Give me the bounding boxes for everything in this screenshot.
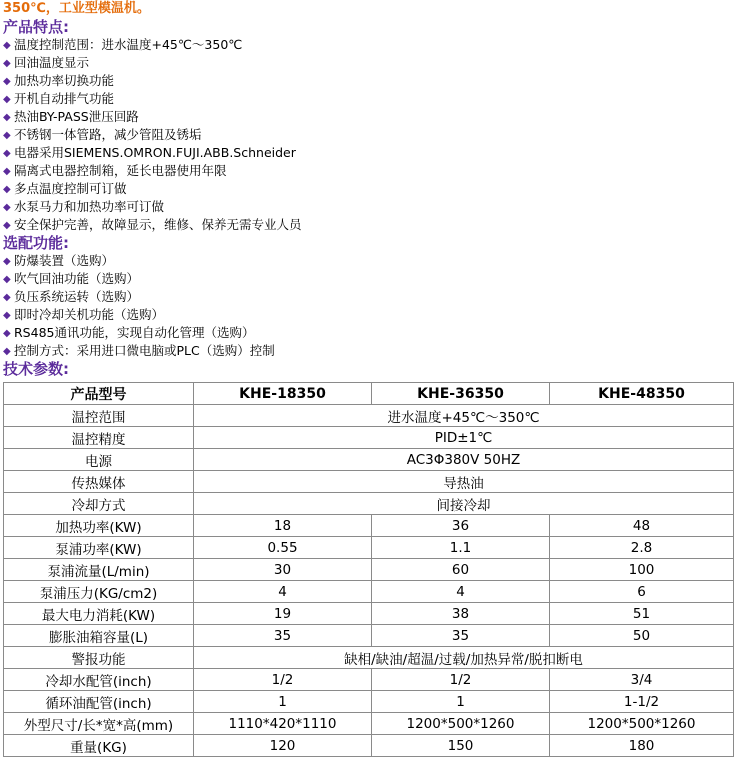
table-cell: 缺相/缺油/超温/过载/加热异常/脱扣断电 [194,647,734,669]
table-cell: AC3Φ380V 50HZ [194,449,734,471]
row-label: 循环油配管(inch) [4,691,194,713]
row-label: 电源 [4,449,194,471]
table-cell: PID±1℃ [194,427,734,449]
row-label: 最大电力消耗(KW) [4,603,194,625]
header-cell: KHE-48350 [550,383,734,405]
diamond-bullet-icon: ◆ [3,40,11,51]
table-row [4,713,734,735]
diamond-bullet-icon: ◆ [3,328,11,339]
row-label: 警报功能 [4,647,194,669]
table-row [4,537,734,559]
list-item: ◆ 控制方式：采用进口微电脑或PLC（选购）控制 [3,342,733,360]
table-row [4,405,734,427]
list-item: ◆ 安全保护完善，故障显示，维修、保养无需专业人员 [3,216,733,234]
document [3,0,733,378]
features-list [3,36,733,234]
table-cell: 150 [372,735,550,757]
list-item: ◆ 热油BY-PASS泄压回路 [3,108,733,126]
diamond-bullet-icon: ◆ [3,184,11,195]
row-label: 泵浦流量(L/min) [4,559,194,581]
table-row [4,559,734,581]
table-cell: 60 [372,559,550,581]
table-row [4,471,734,493]
list-item: ◆ 电器采用SIEMENS.OMRON.FUJI.ABB.Schneider [3,144,733,162]
table-cell: 50 [550,625,734,647]
table-cell: 18 [194,515,372,537]
table-cell: 1 [194,691,372,713]
diamond-bullet-icon: ◆ [3,94,11,105]
table-cell: 1/2 [194,669,372,691]
diamond-bullet-icon: ◆ [3,58,11,69]
spec-table [3,382,734,757]
table-row [4,427,734,449]
list-item: ◆ 吹气回油功能（选购） [3,270,733,288]
table-row [4,603,734,625]
diamond-bullet-icon: ◆ [3,310,11,321]
diamond-bullet-icon: ◆ [3,292,11,303]
table-cell: 0.55 [194,537,372,559]
list-item: ◆ 多点温度控制可订做 [3,180,733,198]
header-cell: 产品型号 [4,383,194,405]
header-cell: KHE-18350 [194,383,372,405]
table-cell: 100 [550,559,734,581]
diamond-bullet-icon: ◆ [3,256,11,267]
table-cell: 1110*420*1110 [194,713,372,735]
specs-heading: 技术参数: [3,360,69,378]
table-cell: 4 [372,581,550,603]
table-header-row [4,383,734,405]
diamond-bullet-icon: ◆ [3,346,11,357]
row-label: 泵浦压力(KG/cm2) [4,581,194,603]
table-cell: 2.8 [550,537,734,559]
table-cell: 36 [372,515,550,537]
table-cell: 48 [550,515,734,537]
table-cell: 1200*500*1260 [372,713,550,735]
table-row [4,691,734,713]
table-row [4,735,734,757]
list-item: ◆ 加热功率切换功能 [3,72,733,90]
diamond-bullet-icon: ◆ [3,220,11,231]
row-label: 加热功率(KW) [4,515,194,537]
table-cell: 19 [194,603,372,625]
table-cell: 35 [194,625,372,647]
table-cell: 4 [194,581,372,603]
diamond-bullet-icon: ◆ [3,166,11,177]
table-row [4,493,734,515]
row-label: 传热媒体 [4,471,194,493]
list-item: ◆ 防爆装置（选购） [3,252,733,270]
options-heading: 选配功能: [3,234,69,252]
row-label: 温控精度 [4,427,194,449]
list-item: ◆ 负压系统运转（选购） [3,288,733,306]
list-item: ◆ RS485通讯功能，实现自动化管理（选购） [3,324,733,342]
list-item: ◆ 隔离式电器控制箱，延长电器使用年限 [3,162,733,180]
row-label: 泵浦功率(KW) [4,537,194,559]
table-cell: 30 [194,559,372,581]
table-cell: 6 [550,581,734,603]
list-item: ◆ 不锈钢一体管路，减少管阻及锈垢 [3,126,733,144]
row-label: 冷却水配管(inch) [4,669,194,691]
table-cell: 3/4 [550,669,734,691]
table-row [4,449,734,471]
diamond-bullet-icon: ◆ [3,112,11,123]
row-label: 温控范围 [4,405,194,427]
options-list [3,252,733,360]
diamond-bullet-icon: ◆ [3,202,11,213]
subtitle: 350℃，工业型模温机。 [3,1,150,16]
table-row [4,625,734,647]
table-cell: 180 [550,735,734,757]
list-item: ◆ 开机自动排气功能 [3,90,733,108]
row-label: 冷却方式 [4,493,194,515]
list-item: ◆ 水泵马力和加热功率可订做 [3,198,733,216]
diamond-bullet-icon: ◆ [3,148,11,159]
row-label: 膨胀油箱容量(L) [4,625,194,647]
diamond-bullet-icon: ◆ [3,274,11,285]
table-cell: 导热油 [194,471,734,493]
features-heading: 产品特点: [3,18,69,36]
table-cell: 间接冷却 [194,493,734,515]
table-cell: 1.1 [372,537,550,559]
list-item: ◆ 温度控制范围：进水温度+45℃～350℃ [3,36,733,54]
header-cell: KHE-36350 [372,383,550,405]
diamond-bullet-icon: ◆ [3,76,11,87]
table-row [4,581,734,603]
list-item: ◆ 回油温度显示 [3,54,733,72]
list-item: ◆ 即时冷却关机功能（选购） [3,306,733,324]
table-cell: 进水温度+45℃～350℃ [194,405,734,427]
table-cell: 120 [194,735,372,757]
table-cell: 51 [550,603,734,625]
row-label: 外型尺寸/长*宽*高(mm) [4,713,194,735]
table-cell: 1-1/2 [550,691,734,713]
diamond-bullet-icon: ◆ [3,130,11,141]
table-cell: 38 [372,603,550,625]
table-row [4,647,734,669]
table-cell: 35 [372,625,550,647]
row-label: 重量(KG) [4,735,194,757]
table-row [4,515,734,537]
table-cell: 1 [372,691,550,713]
table-cell: 1/2 [372,669,550,691]
table-row [4,669,734,691]
table-cell: 1200*500*1260 [550,713,734,735]
